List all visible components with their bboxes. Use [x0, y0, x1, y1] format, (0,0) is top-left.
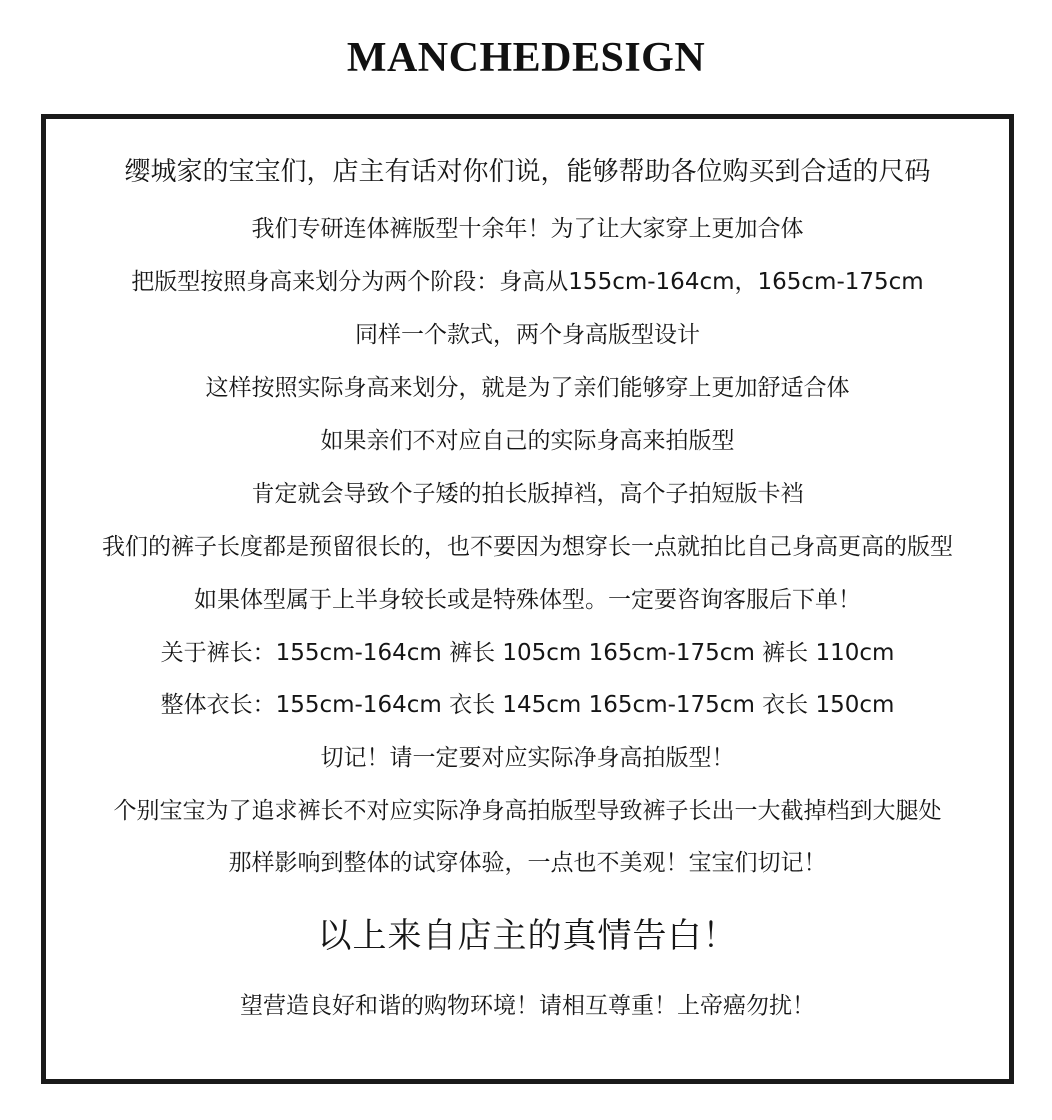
notice-line: 把版型按照身高来划分为两个阶段：身高从155cm-164cm，165cm-175cm — [131, 269, 924, 295]
notice-line: 如果亲们不对应自己的实际身高来拍版型 — [320, 428, 735, 454]
brand-title: MANCHEDESIGN — [346, 35, 706, 81]
notice-line: 我们的裤子长度都是预留很长的，也不要因为想穿长一点就拍比自己身高更高的版型 — [102, 534, 953, 560]
notice-line: 个别宝宝为了追求裤长不对应实际净身高拍版型导致裤子长出一大截掉档到大腿处 — [113, 798, 942, 824]
notice-line: 肯定就会导致个子矮的拍长版掉裆，高个子拍短版卡裆 — [251, 481, 804, 507]
notice-frame — [41, 114, 1014, 1084]
notice-line: 我们专研连体裤版型十余年！为了让大家穿上更加合体 — [251, 216, 804, 242]
pants-length-line: 关于裤长：155cm-164cm 裤长 105cm 165cm-175cm 裤长 110cm — [160, 640, 895, 666]
notice-line: 那样影响到整体的试穿体验，一点也不美观！宝宝们切记！ — [228, 850, 827, 876]
overall-length-line: 整体衣长：155cm-164cm 衣长 145cm 165cm-175cm 衣长 150cm — [160, 692, 895, 718]
notice-headline: 以上来自店主的真情告白！ — [317, 916, 738, 956]
notice-closing-line: 望营造良好和谐的购物环境！请相互尊重！上帝癌勿扰！ — [240, 993, 815, 1019]
notice-body — [46, 119, 1009, 1079]
notice-line: 如果体型属于上半身较长或是特殊体型。一定要咨询客服后下单！ — [194, 587, 861, 613]
notice-lead-line: 缨城家的宝宝们，店主有话对你们说，能够帮助各位购买到合适的尺码 — [124, 157, 931, 187]
notice-line: 同样一个款式，两个身高版型设计 — [355, 322, 700, 348]
notice-line: 这样按照实际身高来划分，就是为了亲们能够穿上更加舒适合体 — [205, 375, 850, 401]
notice-line: 切记！请一定要对应实际净身高拍版型！ — [320, 745, 735, 771]
